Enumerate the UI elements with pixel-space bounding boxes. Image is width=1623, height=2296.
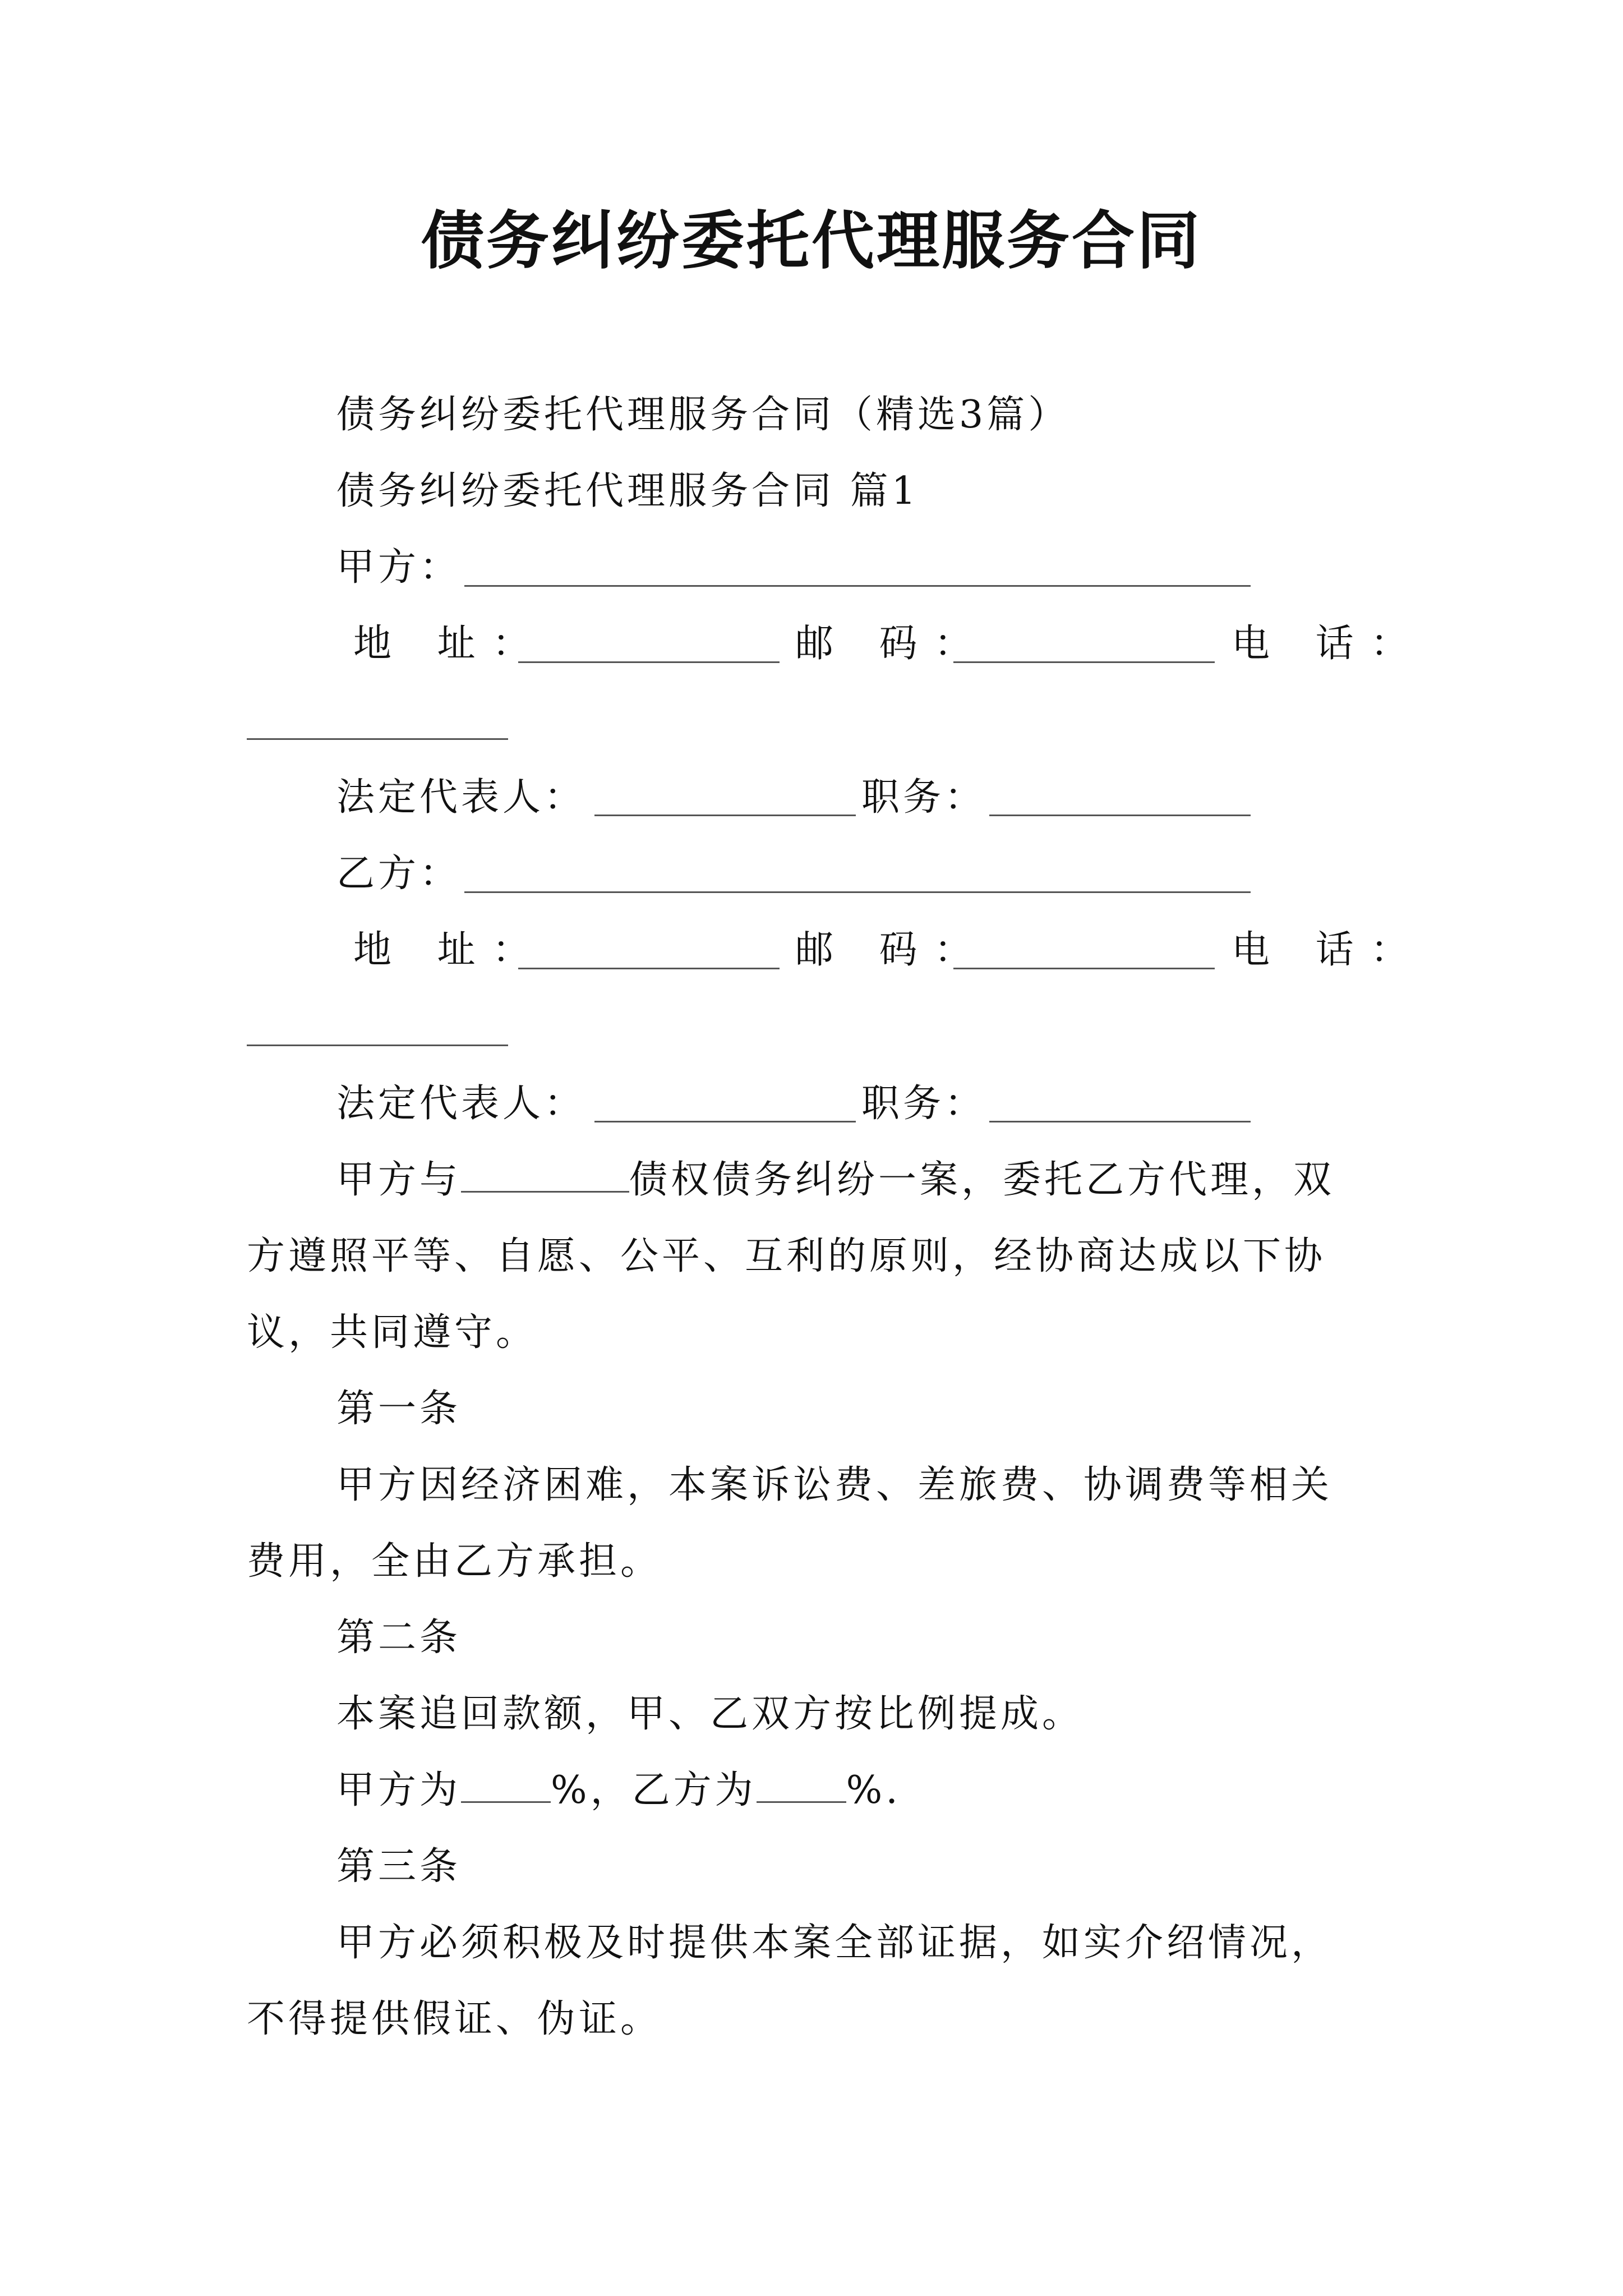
document-title: 债务纠纷委托代理服务合同 <box>421 205 1202 278</box>
party-a-address-blank <box>518 661 780 663</box>
party-a-label: 甲方： <box>336 545 462 590</box>
case-party-blank <box>461 1154 629 1193</box>
article-3-heading: 第三条 <box>336 1844 462 1889</box>
article-2-heading: 第二条 <box>336 1616 462 1660</box>
party-b-title-label: 职务： <box>861 1082 986 1126</box>
party-b-phone-label: 电 话： <box>1232 928 1426 972</box>
party-b-phone-blank <box>247 1045 508 1046</box>
ratio-b-blank <box>757 1764 846 1803</box>
article-3-line-2: 不得提供假证、伪证。 <box>247 1997 662 2041</box>
ratio-end-text: %. <box>846 1768 901 1812</box>
party-a-title-label: 职务： <box>861 775 986 820</box>
party-b-address-blank <box>518 968 780 969</box>
article-1-heading: 第一条 <box>336 1387 462 1431</box>
party-b-rep-blank <box>594 1121 856 1122</box>
article-1-line-1: 甲方因经济困难，本案诉讼费、差旅费、协调费等相关 <box>336 1463 1333 1507</box>
article-2-line-2 <box>336 1763 901 1819</box>
party-a-postcode-blank <box>953 661 1215 663</box>
document-subtitle: 债务纠纷委托代理服务合同（精选3篇） <box>336 393 1070 437</box>
intro-text-b: 债权债务纠纷一案，委托乙方代理，双 <box>629 1158 1335 1202</box>
intro-line-2: 方遵照平等、自愿、公平、互利的原则，经协商达成以下协 <box>247 1234 1326 1278</box>
party-b-rep-label: 法定代表人： <box>336 1082 586 1126</box>
party-b-postcode-label: 邮 码： <box>795 928 989 972</box>
party-a-title-blank <box>989 815 1251 816</box>
party-a-address-label: 地 址： <box>353 622 547 666</box>
ratio-a-blank <box>461 1764 551 1803</box>
article-1-line-2: 费用，全由乙方承担。 <box>247 1539 662 1584</box>
party-a-phone-blank <box>247 738 508 740</box>
ratio-a-text: 甲方为 <box>336 1768 462 1812</box>
party-b-address-label: 地 址： <box>353 928 547 972</box>
ratio-b-text: %，乙方为 <box>551 1768 757 1812</box>
intro-line-3: 议，共同遵守。 <box>247 1310 538 1355</box>
intro-text-a: 甲方与 <box>336 1158 462 1202</box>
article-2-line-1: 本案追回款额，甲、乙双方按比例提成。 <box>336 1692 1084 1736</box>
article-3-line-1: 甲方必须积极及时提供本案全部证据，如实介绍情况， <box>336 1921 1333 1965</box>
party-b-name-blank <box>464 891 1251 893</box>
party-b-title-blank <box>989 1121 1251 1122</box>
intro-line-1 <box>336 1152 1335 1208</box>
party-b-label: 乙方： <box>336 852 462 896</box>
section-heading: 债务纠纷委托代理服务合同 篇1 <box>336 469 919 513</box>
party-a-name-blank <box>464 585 1251 587</box>
party-a-phone-label: 电 话： <box>1232 622 1426 666</box>
party-b-postcode-blank <box>953 968 1215 969</box>
party-a-rep-label: 法定代表人： <box>336 775 586 820</box>
party-a-rep-blank <box>594 815 856 816</box>
party-a-postcode-label: 邮 码： <box>795 622 989 666</box>
